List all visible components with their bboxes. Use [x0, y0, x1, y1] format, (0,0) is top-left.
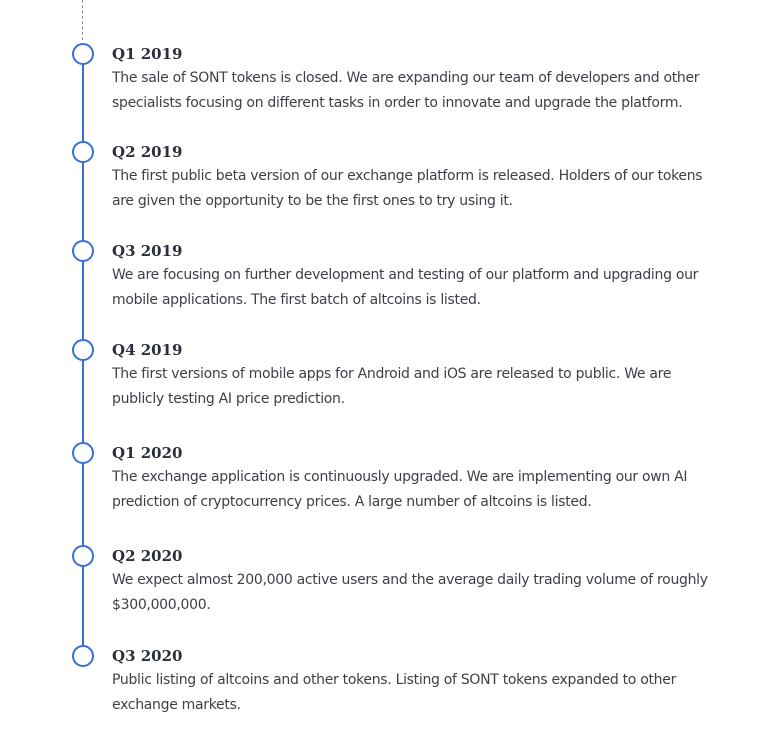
- circle-outline-icon: [72, 645, 94, 667]
- entry-period: Q3 2019: [112, 242, 183, 260]
- timeline-entry: [0, 442, 784, 512]
- entry-period: Q4 2019: [112, 341, 183, 359]
- entry-description: Public listing of altcoins and other tokens. Listing of SONT tokens expanded to other exchange markets.: [112, 672, 677, 713]
- timeline-entry: [0, 545, 784, 615]
- timeline-dashed-connector: [82, 0, 83, 40]
- entry-period: Q3 2020: [112, 647, 183, 665]
- entry-period: Q2 2019: [112, 143, 183, 161]
- entry-description: The exchange application is continuously upgraded. We are implementing our own AI prediction of cryptocurrency prices. A large number of altcoins is listed.: [112, 469, 688, 510]
- circle-outline-icon: [72, 442, 94, 464]
- entry-period: Q2 2020: [112, 547, 183, 565]
- timeline-entry: [0, 141, 784, 211]
- timeline-entry: [0, 645, 784, 715]
- entry-description: The first versions of mobile apps for Android and iOS are released to public. We are publicly testing AI price prediction.: [112, 366, 672, 407]
- circle-outline-icon: [72, 43, 94, 65]
- circle-outline-icon: [72, 240, 94, 262]
- entry-description: The sale of SONT tokens is closed. We are expanding our team of developers and other specialists focusing on different tasks in order to innovate and upgrade the platform.: [112, 70, 700, 111]
- timeline-entry: [0, 43, 784, 113]
- entry-period: Q1 2020: [112, 444, 183, 462]
- timeline-entry: [0, 240, 784, 310]
- circle-outline-icon: [72, 545, 94, 567]
- entry-description: The first public beta version of our exchange platform is released. Holders of our tokens are given the opportunity to be the first ones to try using it.: [112, 168, 703, 209]
- entry-description: We are focusing on further development and testing of our platform and upgrading our mobile applications. The first batch of altcoins is listed.: [112, 267, 699, 308]
- entry-description: We expect almost 200,000 active users and the average daily trading volume of roughly $300,000,000.: [112, 572, 708, 613]
- circle-outline-icon: [72, 141, 94, 163]
- circle-outline-icon: [72, 339, 94, 361]
- entry-period: Q1 2019: [112, 45, 183, 63]
- timeline-entry: [0, 339, 784, 409]
